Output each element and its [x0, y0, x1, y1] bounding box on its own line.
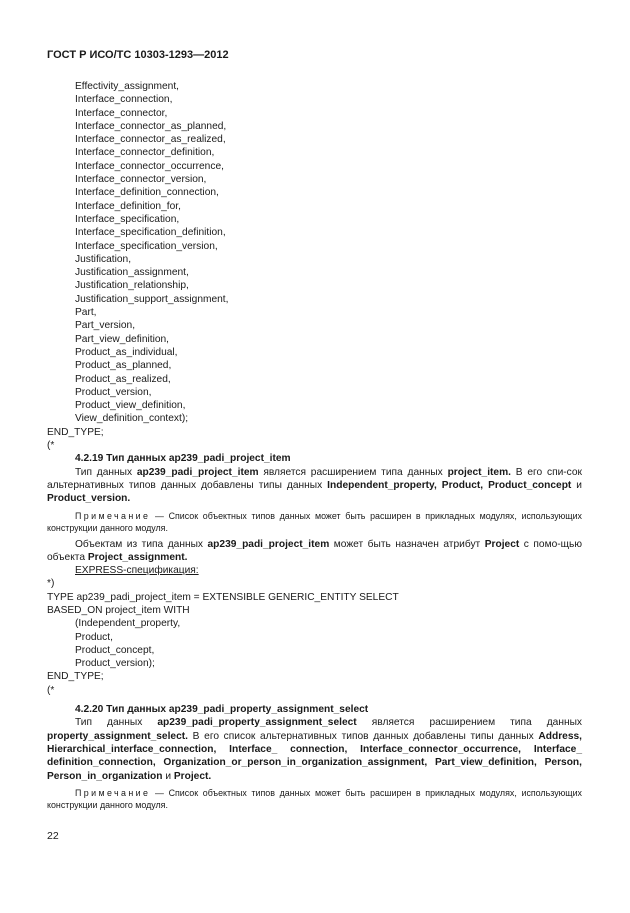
note-4-2-19: Примечание — Список объектных типов данных может быть расширен в прикладных модулях, использующих конструкции данного модуля.: [47, 510, 582, 533]
list-item: Justification_support_assignment,: [75, 293, 229, 305]
list-item: Justification_assignment,: [75, 267, 189, 279]
paragraph-4-2-19-description: Тип данных ap239_padi_project_item является расширением типа данных project_item. В его спи-сок альтернативных типов данных добавлены типы данных Independent_property, Product, Product_concept и Product_version.: [47, 466, 582, 505]
paragraph-4-2-20-description: Тип данных ap239_padi_property_assignment_select является расширением типа данных property_assignment_select. В его список альтернативных типов данных добавлены типы данных Address, Hierarchical_interface_connection, Interface_ connection, Interface_connector_occurrence, Interface_ definition_connection, Organization_or_person_in_organization_assignment, Part_view_definition, Person, Person_in_organization и Project.: [47, 717, 582, 782]
note-4-2-20: Примечание — Список объектных типов данных может быть расширен в прикладных модулях, использующих конструкции данного модуля.: [47, 787, 582, 810]
paragraph-4-2-19-attribute: Объектам из типа данных ap239_padi_project_item может быть назначен атрибут Project с помо-щью объекта Project_assignment.: [47, 538, 582, 563]
list-item: Interface_connector_version,: [75, 174, 207, 186]
list-item: Interface_connector_occurrence,: [75, 160, 224, 172]
list-item: Part,: [75, 307, 97, 319]
list-item: Interface_connector,: [75, 107, 168, 119]
express-spec-label: EXPRESS-спецификация:: [75, 565, 199, 577]
section-heading-4-2-20: 4.2.20 Тип данных ap239_padi_property_assignment_select: [75, 704, 369, 716]
entity-list: [47, 80, 582, 426]
list-item: Interface_connection,: [75, 94, 173, 106]
list-item: Interface_specification_version,: [75, 240, 218, 252]
list-item: Part_view_definition,: [75, 333, 170, 345]
list-item: Interface_connector_as_realized,: [75, 134, 226, 146]
list-item: Product_as_individual,: [75, 346, 178, 358]
comment-open-line-2: (*: [47, 684, 55, 696]
list-item: Justification,: [75, 253, 132, 265]
list-item: Interface_definition_for,: [75, 200, 181, 212]
code-line: Product_version);: [75, 658, 155, 670]
page-number: 22: [47, 830, 59, 842]
list-item: Interface_definition_connection,: [75, 187, 219, 199]
code-line: BASED_ON project_item WITH: [47, 604, 190, 616]
document-body: [47, 80, 582, 815]
list-item: Product_view_definition,: [75, 400, 186, 412]
express-code: [47, 591, 582, 618]
list-item: View_definition_context);: [75, 413, 189, 425]
code-line: TYPE ap239_padi_project_item = EXTENSIBLE GENERIC_ENTITY SELECT: [47, 591, 399, 603]
express-code-items: [47, 617, 582, 670]
list-item: Part_version,: [75, 320, 136, 332]
list-item: Product_as_planned,: [75, 360, 172, 372]
section-heading-4-2-19: 4.2.19 Тип данных ap239_padi_project_item: [75, 453, 291, 465]
list-item: Interface_specification_definition,: [75, 227, 226, 239]
end-type-line-2: END_TYPE;: [47, 671, 104, 683]
list-item: Justification_relationship,: [75, 280, 189, 292]
document-header: ГОСТ Р ИСО/ТС 10303-1293—2012: [47, 49, 229, 61]
code-line: Product_concept,: [75, 644, 155, 656]
list-item: Interface_connector_as_planned,: [75, 120, 227, 132]
code-line: Product,: [75, 631, 113, 643]
list-item: Interface_specification,: [75, 213, 180, 225]
code-line: (Independent_property,: [75, 618, 181, 630]
list-item: Effectivity_assignment,: [75, 81, 179, 92]
comment-close-line: *): [47, 578, 55, 590]
end-type-line: END_TYPE;: [47, 426, 104, 438]
list-item: Interface_connector_definition,: [75, 147, 215, 159]
comment-open-line: (*: [47, 440, 55, 452]
list-item: Product_as_realized,: [75, 373, 171, 385]
list-item: Product_version,: [75, 386, 152, 398]
